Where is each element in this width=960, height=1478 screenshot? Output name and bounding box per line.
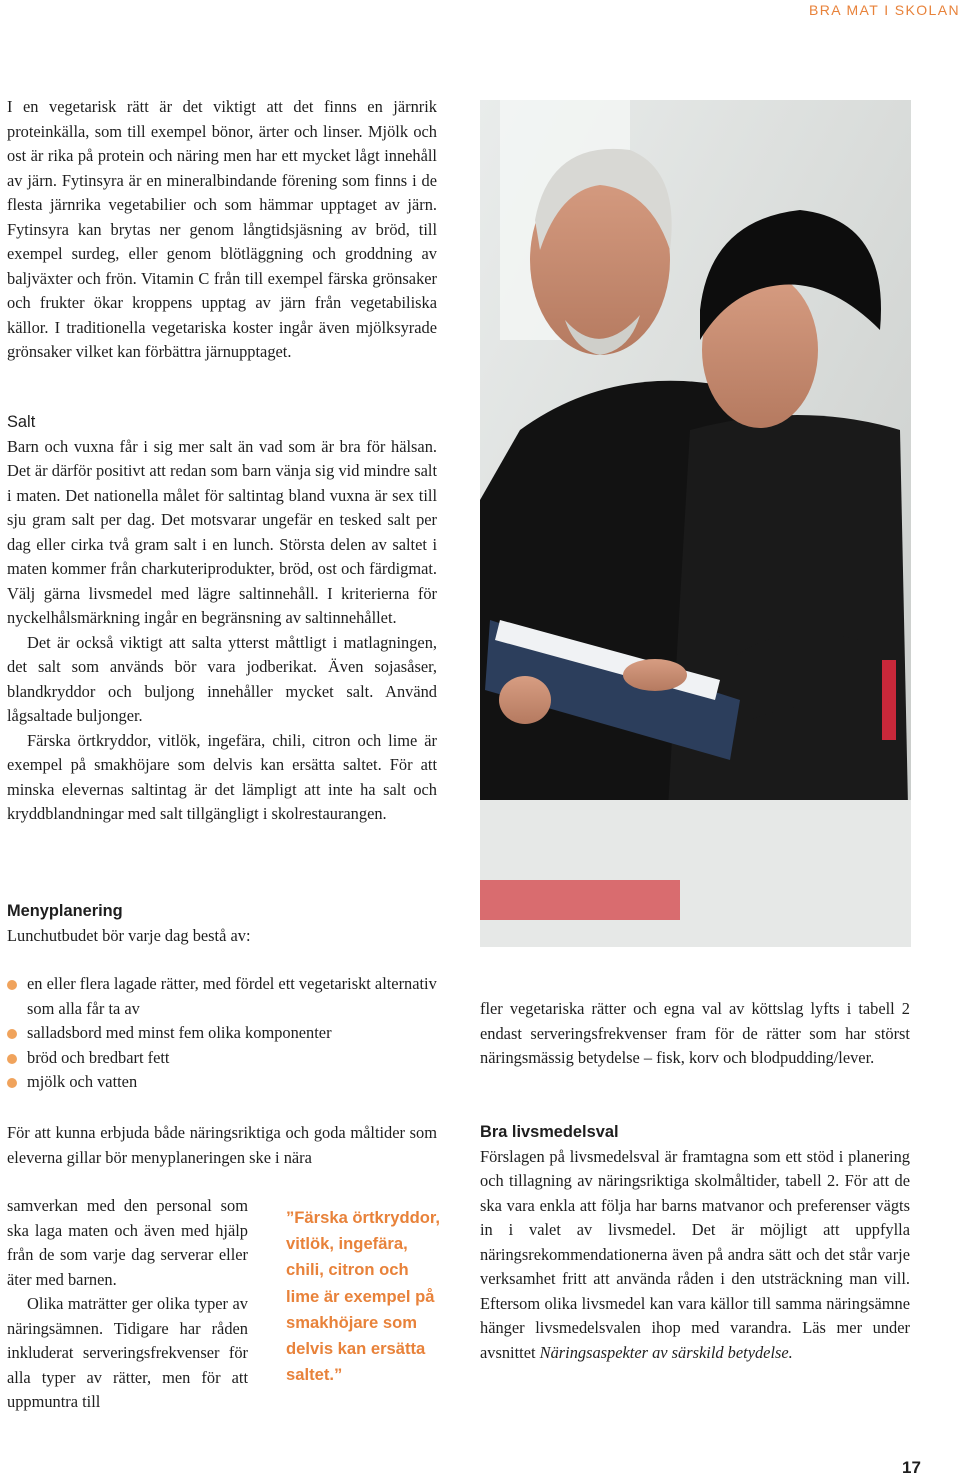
planning-narrow-text-1: samverkan med den personal som ska laga maten och även med hjälp från de som varje dag serverar eller äter med barnen.: [7, 1196, 248, 1289]
planning-narrow: [7, 1194, 248, 1415]
list-item: en eller flera lagade rätter, med fördel ett vegetariskt alternativ som alla får ta av: [7, 972, 437, 1021]
livsmedelsval-section: [480, 1120, 910, 1365]
running-head-text: BRA MAT I SKOLAN: [808, 2, 960, 18]
bullet-dot-icon: [7, 1078, 17, 1088]
running-head: [0, 0, 960, 20]
list-item: mjölk och vatten: [7, 1070, 437, 1095]
menu-bullet-list: [7, 972, 437, 1095]
salt-paragraph-1: Barn och vuxna får i sig mer salt än vad som är bra för hälsan. Det är därför positivt att redan som barn vänja sig vid mindre salt i maten. Det nationella målet för saltintag bland vuxna är sex till sju gram salt per dag. Det motsvarar ungefär en tesked salt per dag eller cirka två gram salt i en lunch. Största delen av saltet i maten kommer från charkuteriprodukter, bröd, ost och färdigmat. Välj gärna livsmedel med lägre saltinnehåll. I kriterierna för nyckelhålsmärkning ingår en begränsning av saltinnehållet.: [7, 436, 437, 627]
intro-section: [7, 95, 437, 365]
menu-section: [7, 899, 437, 948]
pull-quote: ”Färska örtkryddor, vitlök, ingefära, chili, citron och lime är exempel på smakhöjare som delvis kan ersätta saltet.”: [286, 1208, 441, 1385]
photo-illustration: [480, 100, 911, 947]
salt-paragraph-3: Färska örtkryddor, vitlök, ingefära, chili, citron och lime är exempel på smakhöjare som delvis kan ersätta saltet. För att minska elevernas saltintag är det lämpligt att inte ha salt och kryddblandningar med salt tillgängligt i skolrestaurangen.: [7, 730, 437, 823]
bullet-dot-icon: [7, 1054, 17, 1064]
bullet-dot-icon: [7, 1029, 17, 1039]
photo-kitchen-staff-reading-icon: [480, 100, 911, 947]
menu-lead: Lunchutbudet bör varje dag bestå av:: [7, 925, 251, 945]
menu-continuation: [480, 997, 910, 1071]
list-item: bröd och bredbart fett: [7, 1046, 437, 1071]
livsmedelsval-paragraph: Förslagen på livsmedelsval är framtagna som ett stöd i planering och tillagning av näringsriktiga skolmåltider, tabell 2. För att de ska vara enkla att följa har barns matvanor och preferenser vägts in i valet av livsmedel. Det är möjligt att uppfylla näringsrekommendationerna även på andra sätt och det står varje verksamhet fritt att använda råden i den utsträckning man vill. Eftersom olika livsmedel kan vara källor till samma näringsämne hänger livsmedelsvalen ihop med varandra. Läs mer under avsnittet Näringsaspekter av särskild betydelse.: [480, 1146, 910, 1362]
salt-paragraph-2: Det är också viktigt att salta ytterst måttligt i matlagningen, det salt som används bör vara jodberikat. Även sojasåser, blandkryddor och buljong innehåller mycket salt. Använd lågsaltade buljonger.: [7, 632, 437, 725]
bullet-dot-icon: [7, 980, 17, 990]
planning-narrow-text-2: Olika maträtter ger olika typer av näringsämnen. Tidigare har råden inkluderat serveringsfrekvenser för alla typer av rätter, men för att uppmuntra till: [7, 1294, 248, 1411]
salt-section: [7, 410, 437, 827]
planning-wide-text: För att kunna erbjuda både näringsriktiga och goda måltider som eleverna gillar bör menyplaneringen ske i nära: [7, 1123, 437, 1167]
menu-heading: Menyplanering: [7, 902, 123, 920]
menu-continuation-text: fler vegetariska rätter och egna val av köttslag lyfts i tabell 2 endast serveringsfrekvenser fram för de rätter som har störst näringsmässig betydelse – fisk, korv och blodpudding/lever.: [480, 999, 910, 1067]
livsmedelsval-heading: Bra livsmedelsval: [480, 1123, 619, 1141]
page-number: 17: [902, 1458, 921, 1477]
section-reference: Näringsaspekter av särskild betydelse.: [539, 1342, 793, 1362]
intro-paragraph: I en vegetarisk rätt är det viktigt att det finns en järnrik proteinkälla, som till exempel bönor, ärter och linser. Mjölk och ost är rika på protein och näring men har ett mycket lågt innehåll av järn. Fytinsyra är en mineralbindande förening som finns i de flesta järnrika vegetabilier och som hämmar upptaget av järn. Fytinsyra kan brytas ner genom långtidsjäsning av bröd, till exempel surdeg, eller genom blötläggning och groddning av baljväxter och frön. Vitamin C från till exempel färska grönsaker och frukter ökar kroppens upptag av järn från vegetabiliska källor. I traditionella vegetariska koster ingår även mjölksyrade grönsaker vilket kan förbättra järnupptaget.: [7, 97, 437, 361]
planning-wide: [7, 1121, 437, 1170]
salt-heading: Salt: [7, 413, 36, 431]
list-item: salladsbord med minst fem olika komponenter: [7, 1021, 437, 1046]
